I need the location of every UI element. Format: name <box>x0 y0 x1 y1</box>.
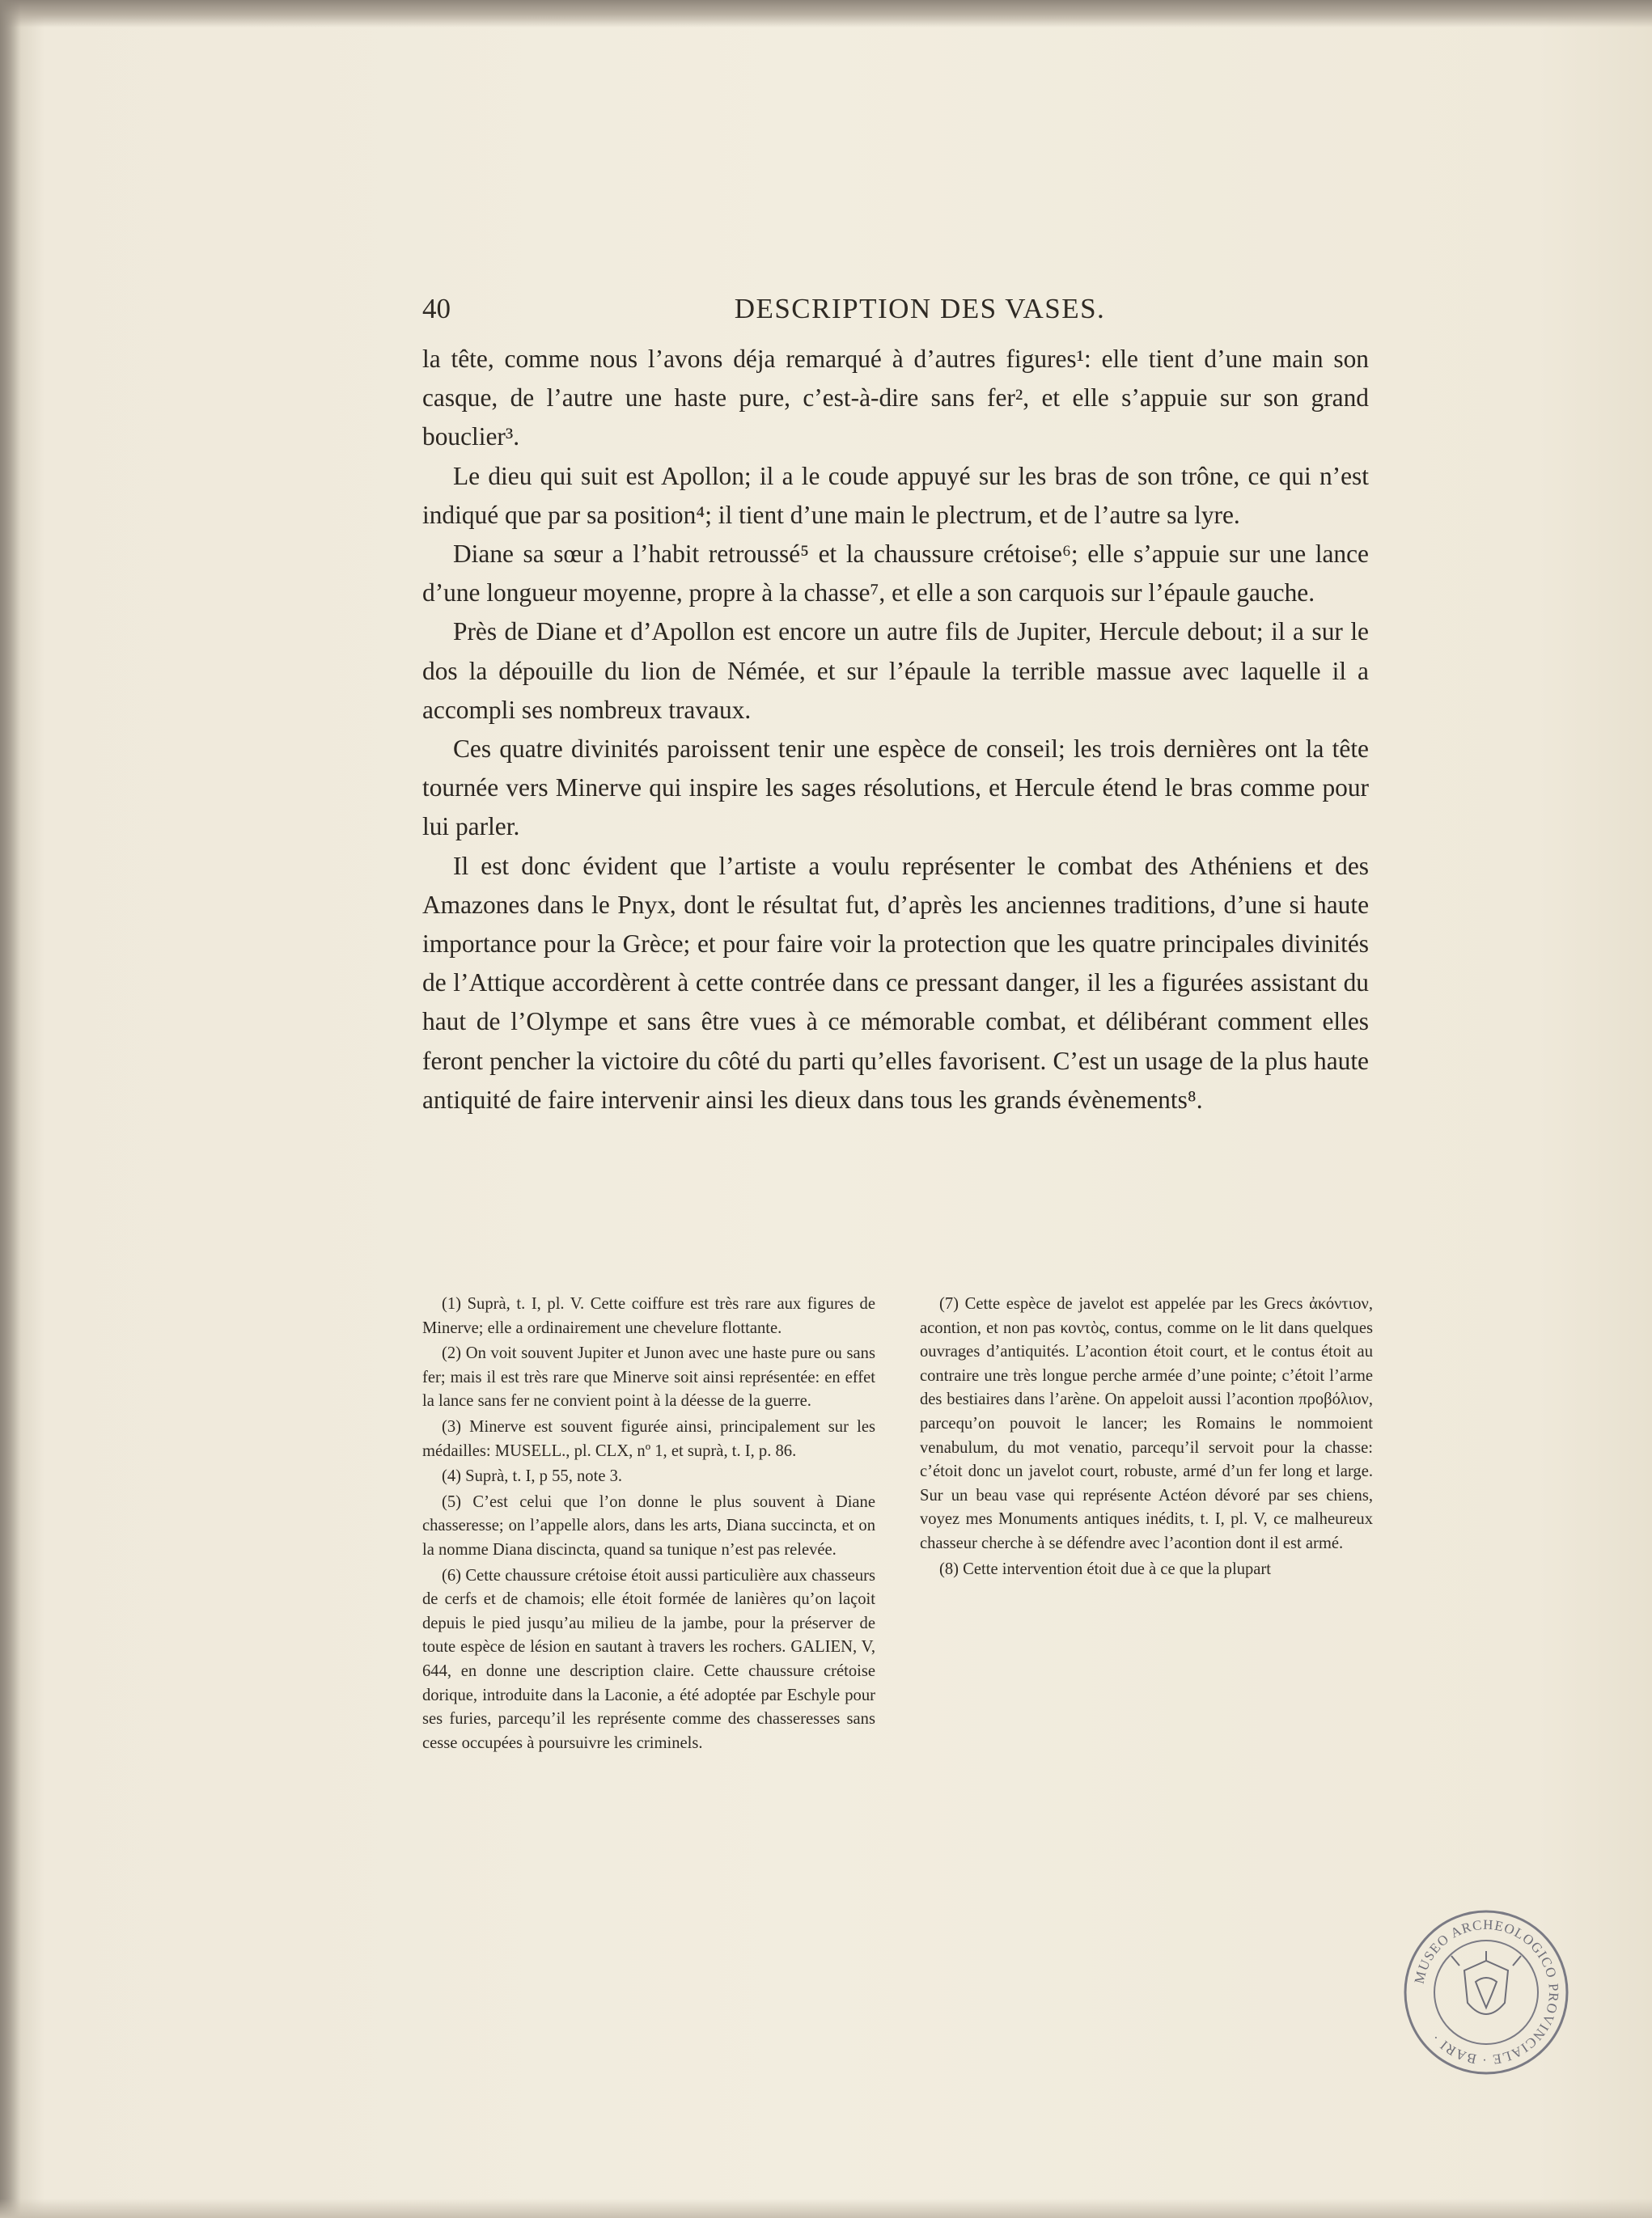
page-edge-left <box>0 0 21 2218</box>
page-header <box>422 293 1369 333</box>
footnote: (3) Minerve est souvent figurée ainsi, principalement sur les médailles: MUSELL., pl. CLX, nº 1, et suprà, t. I, p. 86. <box>422 1417 875 1460</box>
footnote: (7) Cette espèce de javelot est appelée par les Grecs ἀκόντιον, acontion, et non pas κοντὸς, contus, comme on le lit dans quelques ouvrages d’antiquités. L’acontion étoit court, et le contus étoit au contraire une très longue perche armée d’une pointe; c’étoit l’arme des bestiaires dans l’arène. On appeloit aussi l’acontion προβόλιον, parcequ’on pouvoit le lancer; les Romains le nommoient venabulum, du mot venatio, parcequ’il servoit pour la chasse: c’étoit donc un javelot court, robuste, armé d’un fer long et large. Sur un beau vase qui représente Actéon dévoré par ses chiens, voyez mes Monuments antiques inédits, t. I, pl. V, ce malheureux chasseur cherche à se défendre avec l’acontion dont il est armé. <box>920 1295 1373 1552</box>
paragraph: Le dieu qui suit est Apollon; il a le coude appuyé sur les bras de son trône, ce qui n’est indiqué que par sa position⁴; il tient d’une main le plectrum, et de l’autre sa lyre. <box>422 461 1369 529</box>
body-text <box>422 340 1369 1120</box>
footnote: (8) Cette intervention étoit due à ce que la plupart <box>939 1560 1272 1578</box>
footnote: (5) C’est celui que l’on donne le plus souvent à Diane chasseresse; on l’appelle alors, dans les arts, Diana succincta, et on la nomme Diana discincta, quand sa tunique n’est pas relevée. <box>422 1492 875 1559</box>
paragraph: Près de Diane et d’Apollon est encore un autre fils de Jupiter, Hercule debout; il a sur le dos la dépouille du lion de Némée, et sur l’épaule la terrible massue avec laquelle il a accompli ses nombreux travaux. <box>422 617 1369 724</box>
paragraph: la tête, comme nous l’avons déja remarqué à d’autres figures¹: elle tient d’une main son casque, de l’autre une haste pure, c’est-à-dire sans fer², et elle s’appuie sur son grand bouclier³. <box>422 345 1369 451</box>
page-edge-bottom <box>0 2199 1652 2218</box>
running-title: DESCRIPTION DES VASES. <box>734 293 1106 324</box>
page-number: 40 <box>422 293 451 324</box>
museum-stamp <box>1401 1907 1571 2077</box>
footnote: (1) Suprà, t. I, pl. V. Cette coiffure est très rare aux figures de Minerve; elle a ordinairement une chevelure flottante. <box>422 1295 875 1337</box>
footnote: (4) Suprà, t. I, p 55, note 3. <box>442 1467 623 1486</box>
stamp-outer-ring <box>1405 1911 1567 2073</box>
footnotes <box>422 1293 1373 1798</box>
paragraph: Il est donc évident que l’artiste a voulu représenter le combat des Athéniens et des Amazones dans le Pnyx, dont le résultat fut, d’après les anciennes traditions, d’une si haute importance pour la Grèce; et pour faire voir la protection que les quatre principales divinités de l’Attique accordèrent à cette contrée dans ce pressant danger, il les a figurées assistant du haut de l’Olympe et sans être vues à ce mémorable combat, et délibérant comment elles feront pencher la victoire du côté du parti qu’elles favorisent. C’est un usage de la plus haute antiquité de faire intervenir ainsi les dieux dans tous les grands évènements⁸. <box>422 851 1369 1114</box>
paragraph: Ces quatre divinités paroissent tenir une espèce de conseil; les trois dernières ont la tête tournée vers Minerve qui inspire les sages résolutions, et Hercule étend le bras comme pour lui parler. <box>422 734 1369 841</box>
page-edge-top <box>0 0 1652 28</box>
footnote: (2) On voit souvent Jupiter et Junon avec une haste pure ou sans fer; mais il est très rare que Minerve soit ainsi représentée: en effet la lance sans fer ne convient point à la déesse de la guerre. <box>422 1344 875 1411</box>
footnote: (6) Cette chaussure crétoise étoit aussi particulière aux chasseurs de cerfs et de chamois; elle étoit formée de lanières qu’on laçoit depuis le pied jusqu’au milieu de la jambe, pour la préserver de toute espèce de lésion en sautant à travers les rochers. GALIEN, V, 644, en donne une description claire. Cette chaussure crétoise dorique, introduite dans la Laconie, a été adoptée par Eschyle pour ses furies, parcequ’il les représente comme des chasseresses sans cesse occupées à poursuivre les criminels. <box>422 1566 875 1752</box>
stamp-text: MUSEO ARCHEOLOGICO PROVINCIALE · BARI · <box>1411 1916 1562 2068</box>
paragraph: Diane sa sœur a l’habit retroussé⁵ et la chaussure crétoise⁶; elle s’appuie sur une lance d’une longueur moyenne, propre à la chasse⁷, et elle a son carquois sur l’épaule gauche. <box>422 540 1369 607</box>
coat-of-arms-icon <box>1451 1951 1521 2014</box>
